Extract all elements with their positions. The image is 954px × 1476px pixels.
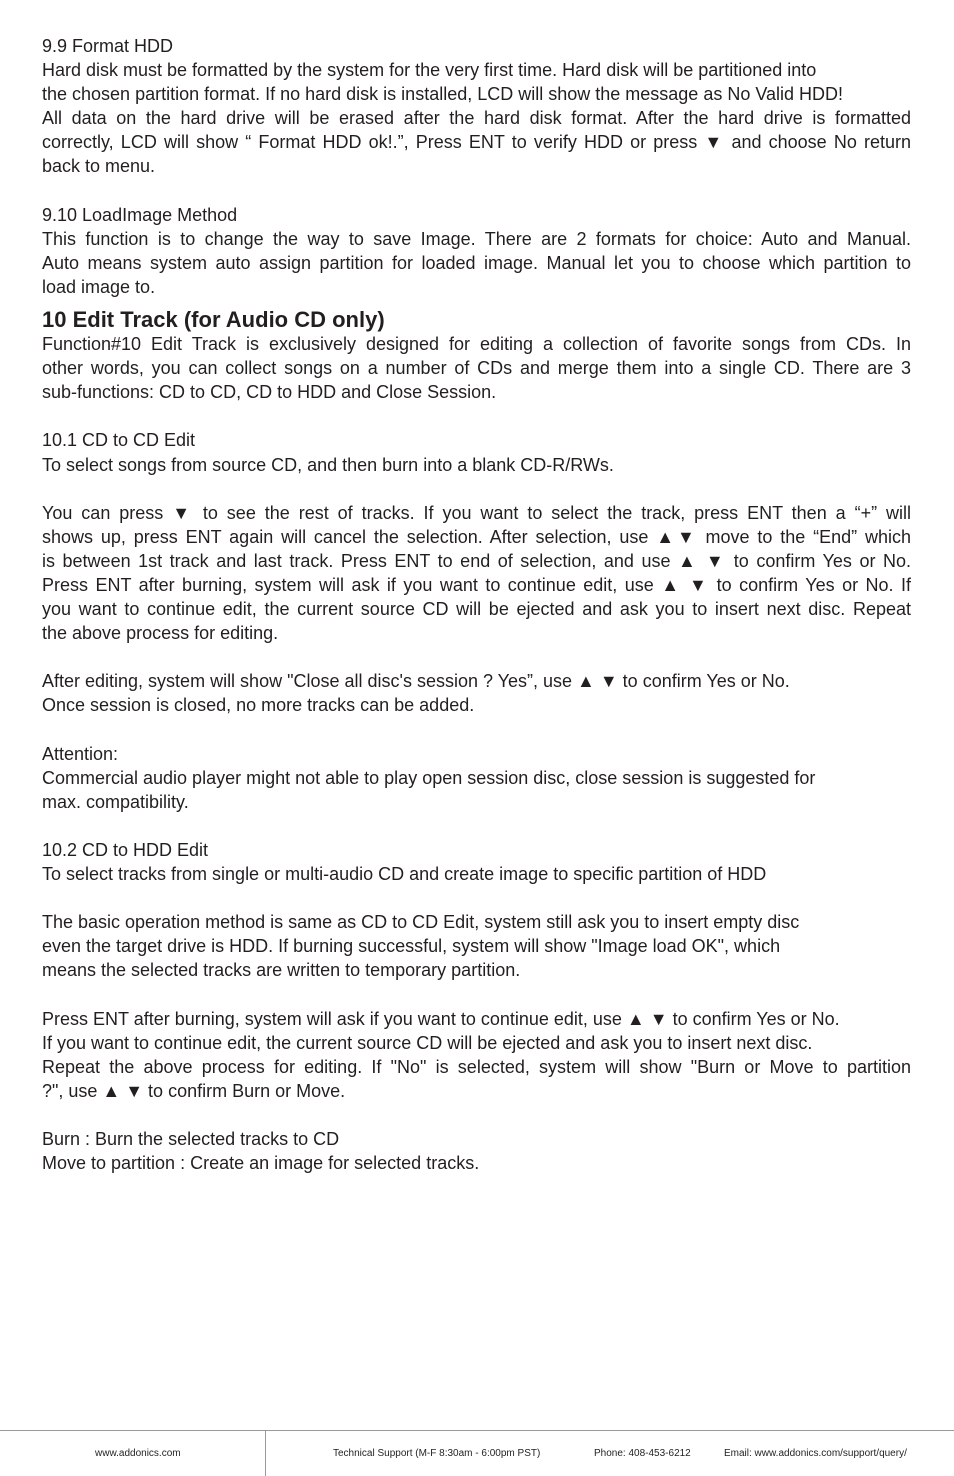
cd-to-cd-line: you want to continue edit, the current source CD will be ejected and ask you to insert next disc. Repeat: [42, 599, 911, 620]
document-page: [42, 34, 911, 1175]
cd-to-hdd-basic-line: even the target drive is HDD. If burning successful, system will show "Image load OK", which: [42, 936, 781, 957]
cd-to-cd-after-line: Once session is closed, no more tracks can be added.: [42, 695, 475, 716]
cd-to-hdd-press-line: Press ENT after burning, system will ask if you want to continue edit, use ▲ ▼ to confirm Yes or No.: [42, 1008, 840, 1029]
cd-to-cd-line: shows up, press ENT again will cancel the selection. After selection, use ▲▼ move to the “End” which: [42, 526, 911, 547]
footer-support-hours: Technical Support (M-F 8:30am - 6:00pm PST): [333, 1448, 541, 1459]
format-hdd-heading: 9.9 Format HDD: [42, 36, 174, 56]
loadimage-line: This function is to change the way to save Image. There are 2 formats for choice: Auto and Manual.: [42, 228, 911, 249]
edit-track-heading: 10 Edit Track (for Audio CD only): [42, 307, 385, 333]
loadimage-heading: 9.10 LoadImage Method: [42, 204, 238, 225]
attention-heading: Attention:: [42, 743, 119, 764]
edit-track-line: sub-functions: CD to CD, CD to HDD and Close Session.: [42, 382, 497, 403]
footer-email: Email: www.addonics.com/support/query/: [724, 1448, 907, 1459]
format-hdd-line: All data on the hard drive will be erased after the hard disk format. After the hard drive is formatted: [42, 108, 911, 129]
cd-to-hdd-basic-line: means the selected tracks are written to temporary partition.: [42, 960, 521, 981]
page-footer: [0, 1430, 954, 1476]
cd-to-hdd-press-line: Repeat the above process for editing. If "No" is selected, system will show "Burn or Move to partition: [42, 1056, 911, 1077]
attention-line: max. compatibility.: [42, 791, 189, 812]
cd-to-cd-line: the above process for editing.: [42, 623, 279, 644]
format-hdd-line: Hard disk must be formatted by the system for the very first time. Hard disk will be partitioned into: [42, 60, 817, 81]
format-hdd-line: back to menu.: [42, 156, 156, 177]
cd-to-cd-line: You can press ▼ to see the rest of tracks. If you want to select the track, press ENT then a “+” will: [42, 502, 911, 523]
cd-to-cd-intro: To select songs from source CD, and then burn into a blank CD-R/RWs.: [42, 454, 614, 475]
attention-line: Commercial audio player might not able to play open session disc, close session is suggested for: [42, 767, 816, 788]
format-hdd-line: correctly, LCD will show “ Format HDD ok!.”, Press ENT to verify HDD or press ▼ and choose No return: [42, 132, 911, 153]
cd-to-hdd-burn-line: Burn : Burn the selected tracks to CD: [42, 1129, 340, 1150]
cd-to-hdd-basic-line: The basic operation method is same as CD to CD Edit, system still ask you to insert empty disc: [42, 912, 800, 933]
cd-to-cd-line: is between 1st track and last track. Press ENT to end of selection, and use ▲ ▼ to confirm Yes or No.: [42, 550, 911, 571]
cd-to-cd-after-line: After editing, system will show "Close all disc's session ? Yes”, use ▲ ▼ to confirm Yes or No.: [42, 671, 790, 692]
footer-divider: [265, 1431, 266, 1476]
footer-phone: Phone: 408-453-6212: [594, 1448, 691, 1459]
edit-track-line: Function#10 Edit Track is exclusively designed for editing a collection of favorite songs from CDs. In: [42, 334, 911, 355]
loadimage-line: Auto means system auto assign partition for loaded image. Manual let you to choose which partition to: [42, 252, 911, 273]
cd-to-hdd-heading: 10.2 CD to HDD Edit: [42, 840, 209, 860]
cd-to-hdd-press-line: If you want to continue edit, the current source CD will be ejected and ask you to insert next disc.: [42, 1032, 813, 1053]
format-hdd-line: the chosen partition format. If no hard disk is installed, LCD will show the message as No Valid HDD!: [42, 84, 844, 105]
cd-to-hdd-burn-line: Move to partition : Create an image for selected tracks.: [42, 1153, 480, 1174]
edit-track-line: other words, you can collect songs on a number of CDs and merge them into a single CD. There are 3: [42, 358, 911, 379]
footer-website: www.addonics.com: [95, 1448, 181, 1459]
cd-to-cd-line: Press ENT after burning, system will ask if you want to continue edit, use ▲ ▼ to confirm Yes or No. If: [42, 574, 911, 595]
cd-to-hdd-intro: To select tracks from single or multi-audio CD and create image to specific partition of HDD: [42, 864, 767, 885]
cd-to-cd-heading: 10.1 CD to CD Edit: [42, 430, 196, 451]
loadimage-line: load image to.: [42, 276, 156, 297]
cd-to-hdd-press-line: ?", use ▲ ▼ to confirm Burn or Move.: [42, 1080, 346, 1101]
